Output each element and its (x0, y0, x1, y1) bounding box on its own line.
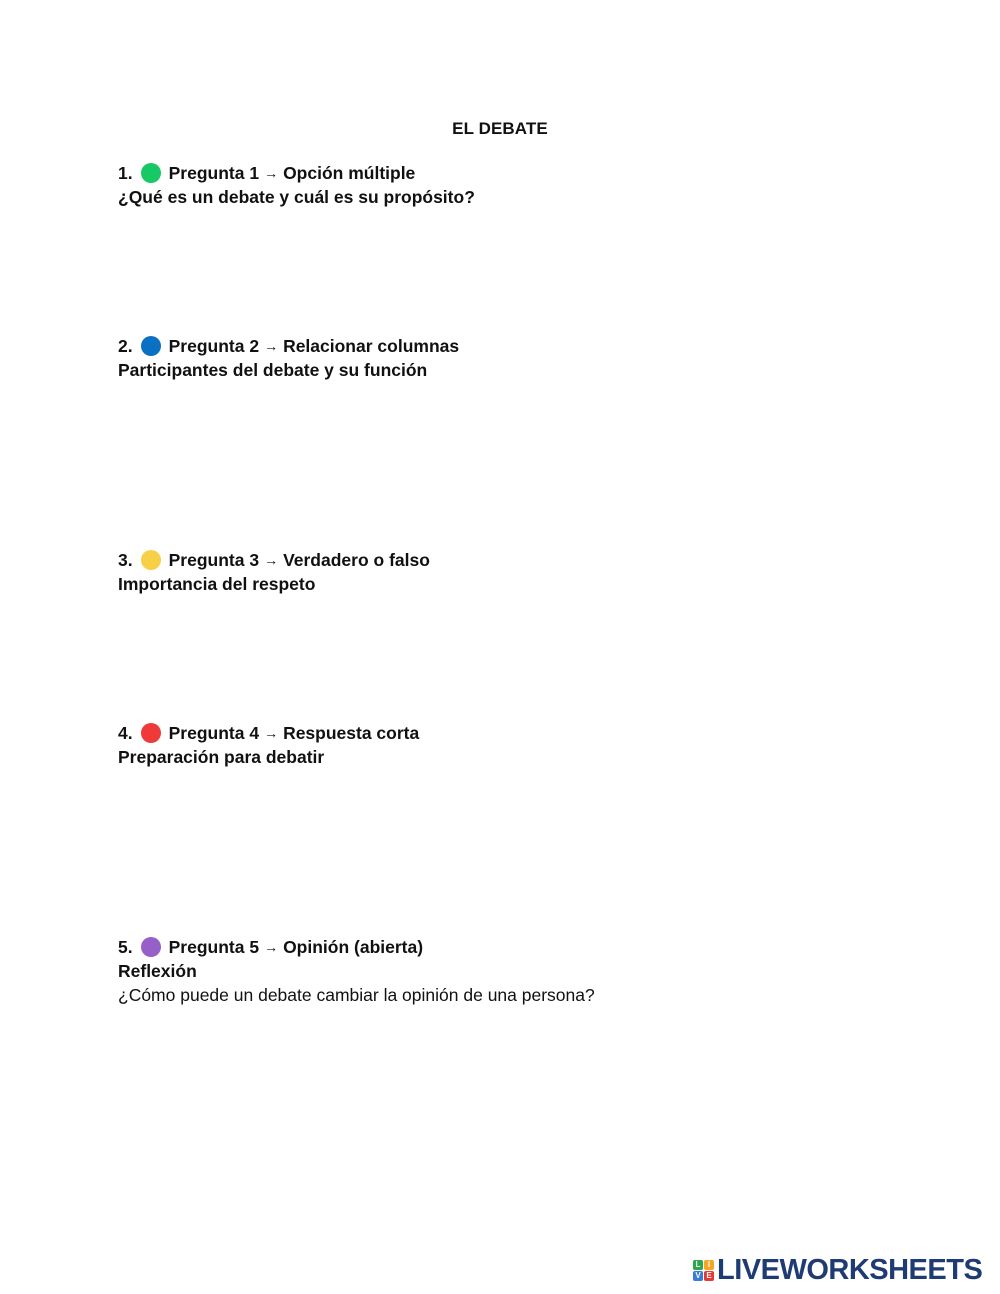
question-4-type: Respuesta corta (283, 722, 420, 743)
question-2-type: Relacionar columnas (283, 335, 460, 356)
question-1-label: Pregunta 1 (168, 162, 260, 183)
red-circle-icon (141, 723, 161, 743)
liveworksheets-logo (693, 1254, 982, 1287)
arrow-right-icon: → (264, 939, 279, 955)
question-1-heading (118, 161, 878, 185)
question-3-subtitle: Importancia del respeto (118, 574, 316, 594)
question-5-type: Opinión (abierta) (283, 936, 424, 957)
page-title: EL DEBATE (452, 119, 548, 138)
question-2 (118, 334, 878, 382)
question-4 (118, 721, 878, 769)
question-1-type: Opción múltiple (283, 162, 416, 183)
arrow-right-icon: → (264, 165, 279, 181)
question-2-number: 2. (118, 335, 133, 356)
question-3-number: 3. (118, 549, 133, 570)
liveworksheets-logo-text: LIVEWORKSHEETS (717, 1254, 983, 1286)
question-4-label: Pregunta 4 (168, 722, 260, 743)
arrow-right-icon: → (264, 725, 279, 741)
question-2-heading (118, 334, 878, 358)
question-5-label: Pregunta 5 (168, 936, 260, 957)
arrow-right-icon: → (264, 552, 279, 568)
question-2-subtitle: Participantes del debate y su función (118, 360, 428, 380)
purple-circle-icon (141, 937, 161, 957)
question-5-prompt: ¿Cómo puede un debate cambiar la opinión de una persona? (118, 985, 595, 1005)
question-3-heading (118, 548, 878, 572)
logo-letter-v: V (693, 1271, 703, 1281)
question-3-label: Pregunta 3 (168, 549, 260, 570)
question-1-subtitle: ¿Qué es un debate y cuál es su propósito? (118, 187, 475, 207)
logo-letter-l: L (693, 1260, 703, 1270)
green-circle-icon (141, 163, 161, 183)
question-5 (118, 935, 878, 1007)
question-3 (118, 548, 878, 596)
logo-letter-i: I (704, 1260, 714, 1270)
question-4-heading (118, 721, 878, 745)
question-3-type: Verdadero o falso (283, 549, 430, 570)
question-4-subtitle: Preparación para debatir (118, 747, 325, 767)
blue-circle-icon (141, 336, 161, 356)
yellow-circle-icon (141, 550, 161, 570)
question-1-number: 1. (118, 162, 133, 183)
question-5-heading (118, 935, 878, 959)
arrow-right-icon: → (264, 338, 279, 354)
question-5-number: 5. (118, 936, 133, 957)
question-4-number: 4. (118, 722, 133, 743)
question-5-subtitle: Reflexión (118, 961, 197, 981)
question-1 (118, 161, 878, 209)
liveworksheets-logo-icon (693, 1260, 714, 1281)
logo-letter-e: E (704, 1271, 714, 1281)
question-2-label: Pregunta 2 (168, 335, 260, 356)
